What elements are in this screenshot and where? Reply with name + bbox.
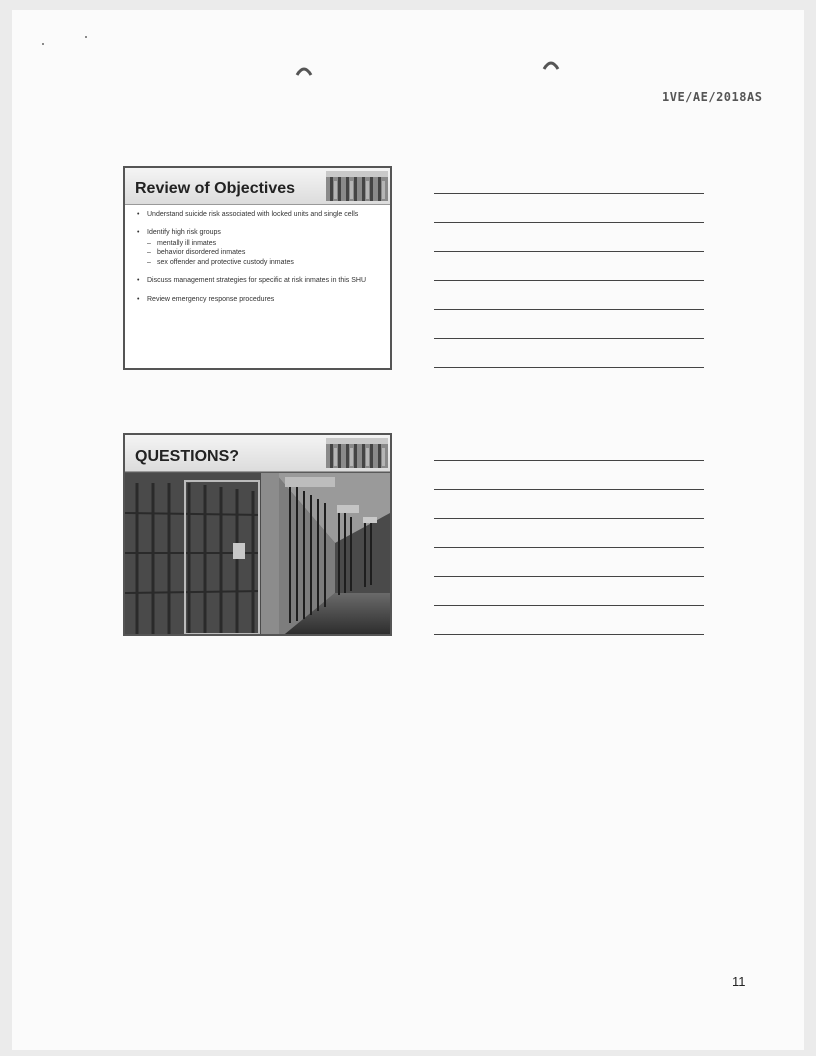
prison-bars-icon xyxy=(326,171,388,206)
note-line xyxy=(434,367,704,368)
note-line xyxy=(434,280,704,281)
punch-hole-icon xyxy=(542,59,560,71)
slide-review-of-objectives xyxy=(123,166,392,370)
slide-header xyxy=(125,435,390,472)
note-line xyxy=(434,338,704,339)
objectives-list xyxy=(137,210,380,313)
list-item: • Discuss management strategies for specific at risk inmates in this SHU xyxy=(137,276,380,285)
slide-title: Review of Objectives xyxy=(135,180,296,197)
scan-speck xyxy=(42,43,44,45)
note-line xyxy=(434,193,704,194)
note-line xyxy=(434,518,704,519)
note-line xyxy=(434,222,704,223)
prison-bars-icon xyxy=(326,438,388,473)
list-item: • Review emergency response procedures xyxy=(137,295,380,304)
page-number: 11 xyxy=(732,974,746,989)
note-line xyxy=(434,309,704,310)
note-line xyxy=(434,605,704,606)
sub-list xyxy=(147,239,380,267)
note-line xyxy=(434,251,704,252)
sub-list-item: – mentally ill inmates xyxy=(147,239,380,248)
slide-header xyxy=(125,168,390,205)
note-line xyxy=(434,547,704,548)
sub-list-item: – sex offender and protective custody inmates xyxy=(147,258,380,267)
slide-questions xyxy=(123,433,392,636)
note-line xyxy=(434,576,704,577)
prison-cell-block-photo xyxy=(125,473,390,639)
punch-hole-icon xyxy=(295,65,313,77)
list-item: • Identify high risk groups – mentally ill inmates – behavior disordered inmates – sex offender and protective custody inmates xyxy=(137,228,380,267)
slide-title: QUESTIONS? xyxy=(135,448,240,465)
note-line xyxy=(434,460,704,461)
list-item: • Understand suicide risk associated with locked units and single cells xyxy=(137,210,380,219)
sub-list-item: – behavior disordered inmates xyxy=(147,248,380,257)
header-stamp: 1VE/AE/2018AS xyxy=(662,90,763,104)
scan-speck xyxy=(85,36,87,38)
note-line xyxy=(434,634,704,635)
note-line xyxy=(434,489,704,490)
